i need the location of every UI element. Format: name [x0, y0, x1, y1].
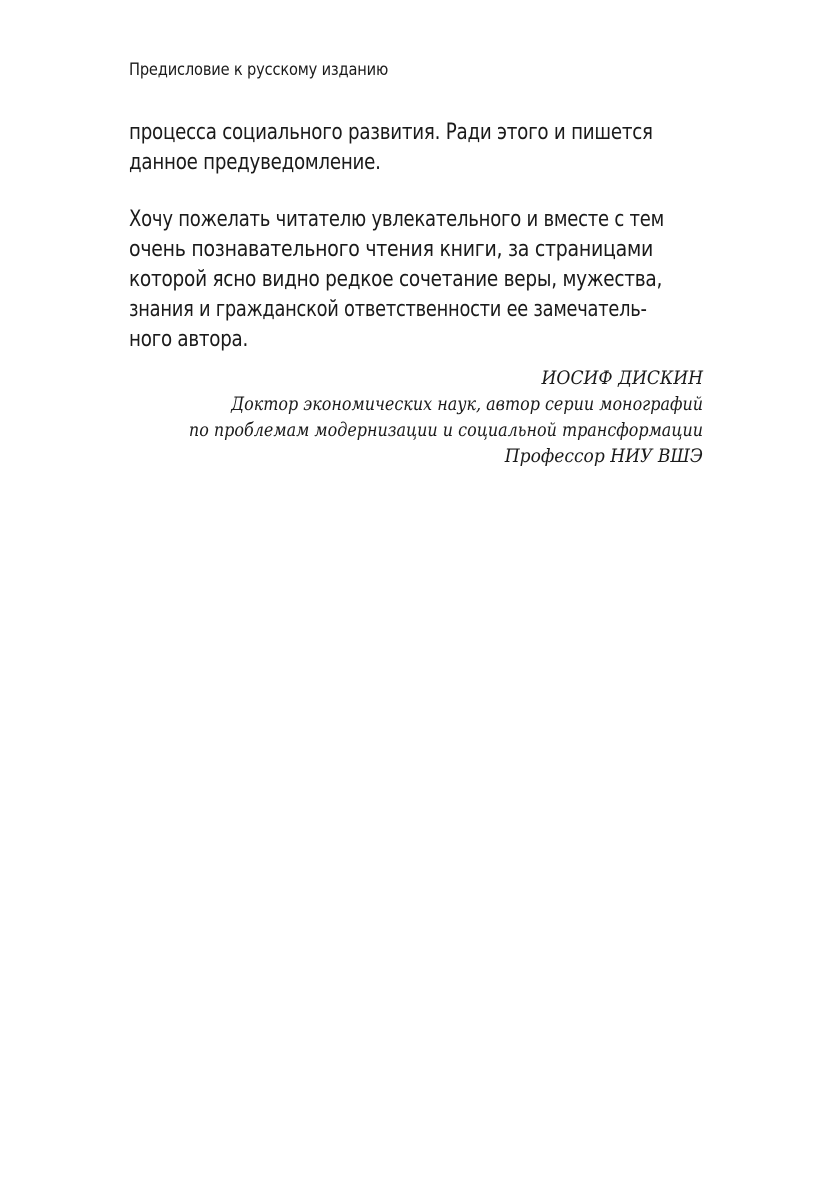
author-degree: Доктор экономических наук, автор серии монографий: [231, 393, 703, 415]
author-research-area: по проблемам модернизации и социальной трансформации: [188, 419, 703, 441]
paragraph-line: очень познавательного чтения книги, за страницами: [129, 237, 654, 262]
signature-block: [91, 365, 703, 469]
running-header: Предисловие к русскому изданию: [129, 60, 389, 80]
paragraph-line: процесса социального развития. Ради этого и пишется: [129, 120, 653, 145]
paragraph-line: ного автора.: [129, 327, 249, 352]
author-name: ИОСИФ ДИСКИН: [541, 367, 703, 389]
paragraph-1: [129, 118, 703, 178]
paragraph-line: знания и гражданской ответственности ее замечатель-: [129, 297, 647, 322]
author-position: Профессор НИУ ВШЭ: [504, 445, 703, 467]
paragraph-line: которой ясно видно редкое сочетание веры, мужества,: [129, 267, 663, 292]
paragraph-2: [129, 205, 703, 355]
paragraph-line: данное предуведомление.: [129, 150, 381, 175]
paragraph-line: Хочу пожелать читателю увлекательного и вместе с тем: [129, 207, 664, 232]
